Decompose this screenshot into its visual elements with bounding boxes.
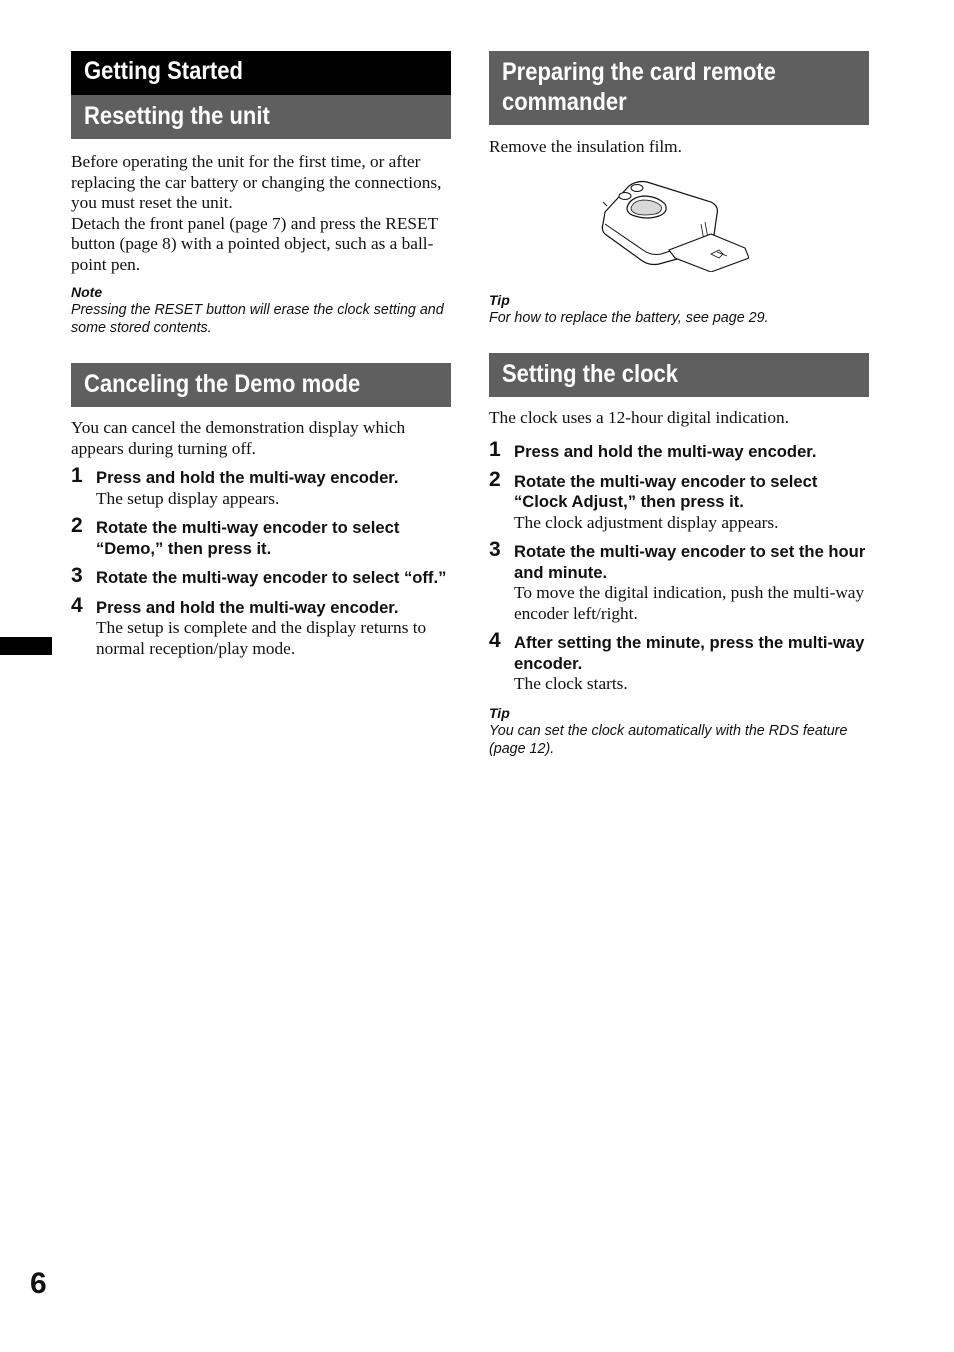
step-number: 1 bbox=[71, 464, 83, 487]
step-desc: To move the digital indication, push the multi-way encoder left/right. bbox=[514, 583, 865, 623]
demo-step-4 bbox=[71, 593, 451, 660]
step-number: 1 bbox=[489, 438, 501, 461]
remote-instruction: Remove the insulation film. bbox=[489, 137, 682, 156]
clock-intro: The clock uses a 12-hour digital indication. bbox=[489, 407, 789, 427]
remote-illustration bbox=[599, 172, 749, 272]
section-tab-marker bbox=[0, 637, 52, 655]
clock-step-1 bbox=[489, 438, 869, 463]
left-column bbox=[71, 51, 451, 659]
section-heading-clock: Setting the clock bbox=[489, 353, 869, 397]
right-column bbox=[489, 51, 869, 758]
demo-intro: You can cancel the demonstration display which appears during turning off. bbox=[71, 418, 406, 458]
step-title: Press and hold the multi-way encoder. bbox=[514, 442, 817, 461]
step-title: Rotate the multi-way encoder to select “off.” bbox=[96, 568, 447, 587]
step-number: 2 bbox=[71, 514, 83, 537]
note-label: Note bbox=[71, 284, 103, 300]
demo-step-2 bbox=[71, 514, 451, 559]
step-title: Rotate the multi-way encoder to select “Clock Adjust,” then press it. bbox=[514, 471, 818, 511]
step-desc: The clock adjustment display appears. bbox=[514, 512, 779, 532]
step-desc: The setup display appears. bbox=[96, 488, 280, 508]
clock-step-4 bbox=[489, 629, 869, 695]
step-desc: The clock starts. bbox=[514, 674, 628, 693]
tip-text: For how to replace the battery, see page 29. bbox=[489, 309, 769, 326]
step-title: Rotate the multi-way encoder to set the hour and minute. bbox=[514, 542, 866, 582]
step-number: 3 bbox=[71, 564, 83, 587]
tip-text: You can set the clock automatically with the RDS feature (page 12). bbox=[489, 722, 848, 757]
step-title: Press and hold the multi-way encoder. bbox=[96, 597, 399, 617]
step-number: 4 bbox=[71, 593, 83, 617]
section-heading-remote: Preparing the card remote commander bbox=[489, 51, 869, 125]
section-heading-reset: Resetting the unit bbox=[71, 95, 451, 139]
demo-step-3 bbox=[71, 564, 451, 589]
step-desc: The setup is complete and the display returns to normal reception/play mode. bbox=[96, 618, 427, 658]
section-heading-demo: Canceling the Demo mode bbox=[71, 363, 451, 407]
step-number: 4 bbox=[489, 629, 501, 652]
step-number: 3 bbox=[489, 538, 501, 561]
chapter-heading: Getting Started bbox=[71, 51, 451, 95]
tip-label: Tip bbox=[489, 704, 510, 721]
step-title: Press and hold the multi-way encoder. bbox=[96, 468, 399, 487]
clock-step-3 bbox=[489, 538, 869, 624]
step-title: Rotate the multi-way encoder to select “Demo,” then press it. bbox=[96, 518, 400, 558]
reset-paragraph-2: Detach the front panel (page 7) and press the RESET button (page 8) with a pointed object, such as a ball-point pen. bbox=[71, 213, 438, 274]
step-number: 2 bbox=[489, 467, 501, 491]
clock-step-2 bbox=[489, 467, 869, 534]
page-number: 6 bbox=[30, 1267, 47, 1300]
reset-paragraph-1: Before operating the unit for the first time, or after replacing the car battery or changing the connections, you must reset the unit. bbox=[71, 152, 442, 212]
step-title: After setting the minute, press the multi-way encoder. bbox=[514, 633, 865, 673]
demo-step-1 bbox=[71, 464, 451, 509]
note-text: Pressing the RESET button will erase the clock setting and some stored contents. bbox=[71, 302, 444, 336]
tip-label: Tip bbox=[489, 291, 510, 308]
